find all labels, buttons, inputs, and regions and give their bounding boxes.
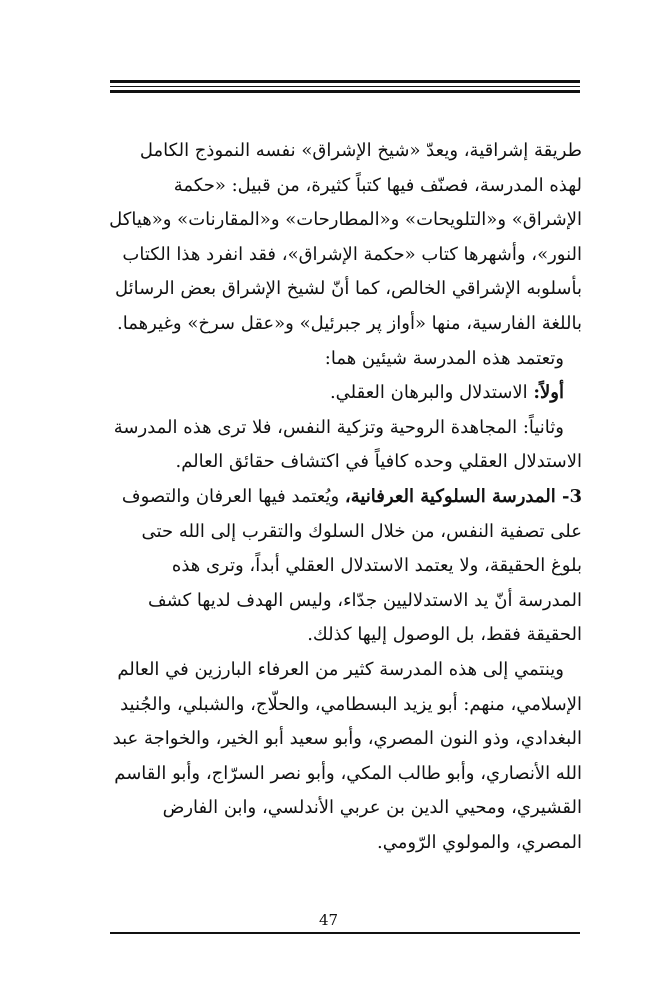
paragraph-text: الاستدلال والبرهان العقلي. — [329, 382, 534, 404]
paragraph-two-bases — [108, 342, 582, 377]
paragraph-text: وتعتمد هذه المدرسة شيئين هما: — [324, 347, 564, 369]
body-text — [108, 134, 582, 860]
paragraph-ishraqi-school — [108, 134, 582, 342]
top-rule-thin — [110, 86, 580, 87]
top-rule-thick-lower — [110, 90, 580, 93]
top-rule-thick-upper — [110, 80, 580, 83]
paragraph-text: وثانياً: المجاهدة الروحية وتزكية النفس، فلا ترى هذه المدرسة الاستدلال العقلي وحده كافياً في اكتشاف حقائق العالم. — [113, 416, 582, 473]
bottom-rule — [110, 932, 580, 934]
paragraph-sufi-figures — [108, 653, 582, 861]
paragraph-text: ويُعتمد فيها العرفان والتصوف على تصفية النفس، من خلال السلوك والتقرب إلى الله حتى بلوغ الحقيقة، ولا يعتمد الاستدلال العقلي أبداً، وترى هذه المدرسة أنّ يد الاستدلاليين جدّاء، وليس الهدف لديها كشف الحقيقة فقط، بل الوصول إليها كذلك. — [121, 485, 582, 646]
paragraph-first-base — [108, 376, 582, 411]
paragraph-text: وينتمي إلى هذه المدرسة كثير من العرفاء البارزين في العالم الإسلامي، منهم: أبو يزيد البسطامي، والحلّاج، والشبلي، والجُنيد البغدادي، وذو النون المصري، وأبو سعيد أبو الخير، والخواجة عبد الله الأنصاري، وأبو طالب المكي، وأبو نصر السرّاج، وأبو القاسم القشيري، ومحيي الدين بن عربي الأندلسي، وابن الفارض المصري، والمولوي الرّومي. — [112, 658, 582, 853]
page-number: 47 — [318, 911, 339, 929]
paragraph-sufi-school — [108, 480, 582, 653]
paragraph-text: طريقة إشراقية، ويعدّ «شيخ الإشراق» نفسه النموذج الكامل لهذه المدرسة، فصنّف فيها كتباً كثيرة، من قبيل: «حكمة الإشراق» و«التلويحات» و«المطارحات» و«المقارنات» و«هياكل النور»، وأشهرها كتاب «حكمة الإشراق»، فقد انفرد هذا الكتاب بأسلوبه الإشراقي الخالص، كما أنّ لشيخ الإشراق بعض الرسائل باللغة الفارسية، منها «أواز پر جبرئيل» و«عقل سرخ» وغيرهما. — [109, 140, 582, 334]
paragraph-second-base — [108, 411, 582, 480]
paragraph-lead: أولاً: — [533, 382, 564, 404]
paragraph-lead: 3- المدرسة السلوكية العرفانية، — [344, 485, 582, 507]
